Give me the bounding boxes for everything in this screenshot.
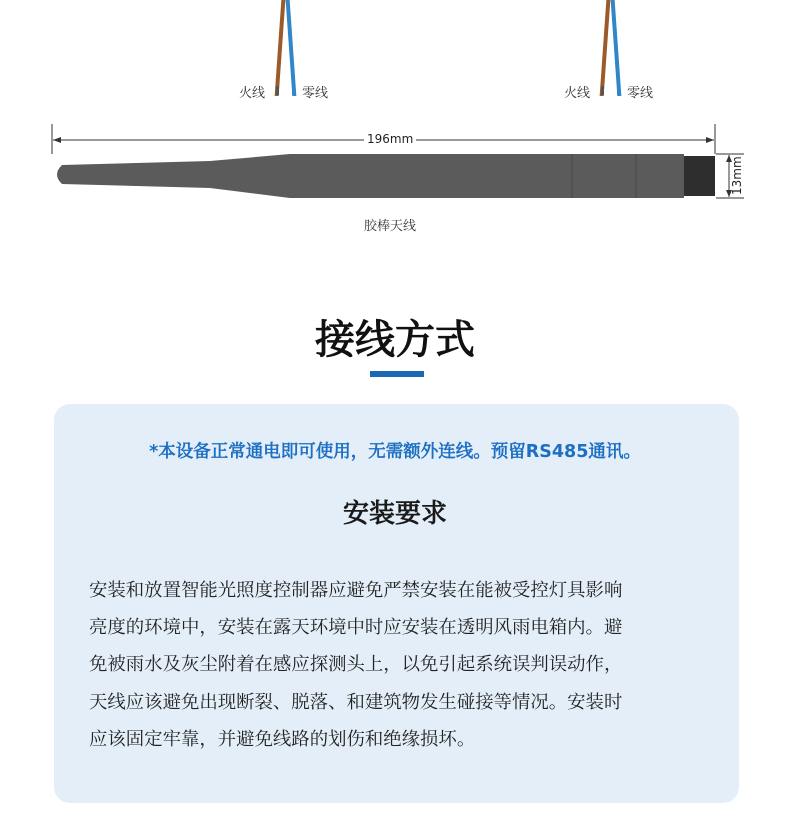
length-arrow-left [53, 137, 61, 143]
antenna-body [57, 154, 684, 198]
left-neutral-tip [292, 86, 295, 95]
paragraph-line: 免被雨水及灰尘附着在感应探测头上，以免引起系统误判误动作， [89, 654, 623, 676]
antenna-connector [684, 156, 715, 196]
length-arrow-right [706, 137, 714, 143]
installation-requirements-text [89, 572, 719, 758]
right-live-label: 火线 [564, 86, 591, 101]
right-live-wire [600, 0, 611, 96]
paragraph-line: 天线应该避免出现断裂、脱落、和建筑物发生碰接等情况。安装时 [89, 691, 623, 713]
title-underline [370, 371, 424, 377]
right-neutral-label: 零线 [627, 86, 654, 101]
paragraph-line: 亮度的环境中，安装在露天环境中时应安装在透明风雨电箱内。避 [89, 617, 623, 639]
usage-notice: *本设备正常通电即可使用，无需额外连线。预留RS485通讯。 [149, 442, 641, 462]
paragraph-line: 安装和放置智能光照度控制器应避免严禁安装在能被受控灯具影响 [89, 580, 623, 601]
right-neutral-tip [617, 86, 620, 95]
antenna-caption: 胶棒天线 [364, 219, 417, 234]
length-label: 196mm [364, 132, 416, 146]
right-neutral-wire [611, 0, 622, 96]
left-neutral-wire [286, 0, 297, 96]
section-title: 接线方式 [315, 317, 475, 363]
installation-requirements-title: 安装要求 [342, 499, 447, 529]
diameter-label: 13mm [730, 156, 744, 195]
right-live-tip [601, 86, 604, 95]
left-live-label: 火线 [239, 86, 266, 101]
left-live-wire [275, 0, 286, 96]
paragraph-line: 应该固定牢靠，并避免线路的划伤和绝缘损坏。 [89, 728, 476, 750]
left-live-tip [276, 86, 279, 95]
left-neutral-label: 零线 [302, 86, 329, 101]
